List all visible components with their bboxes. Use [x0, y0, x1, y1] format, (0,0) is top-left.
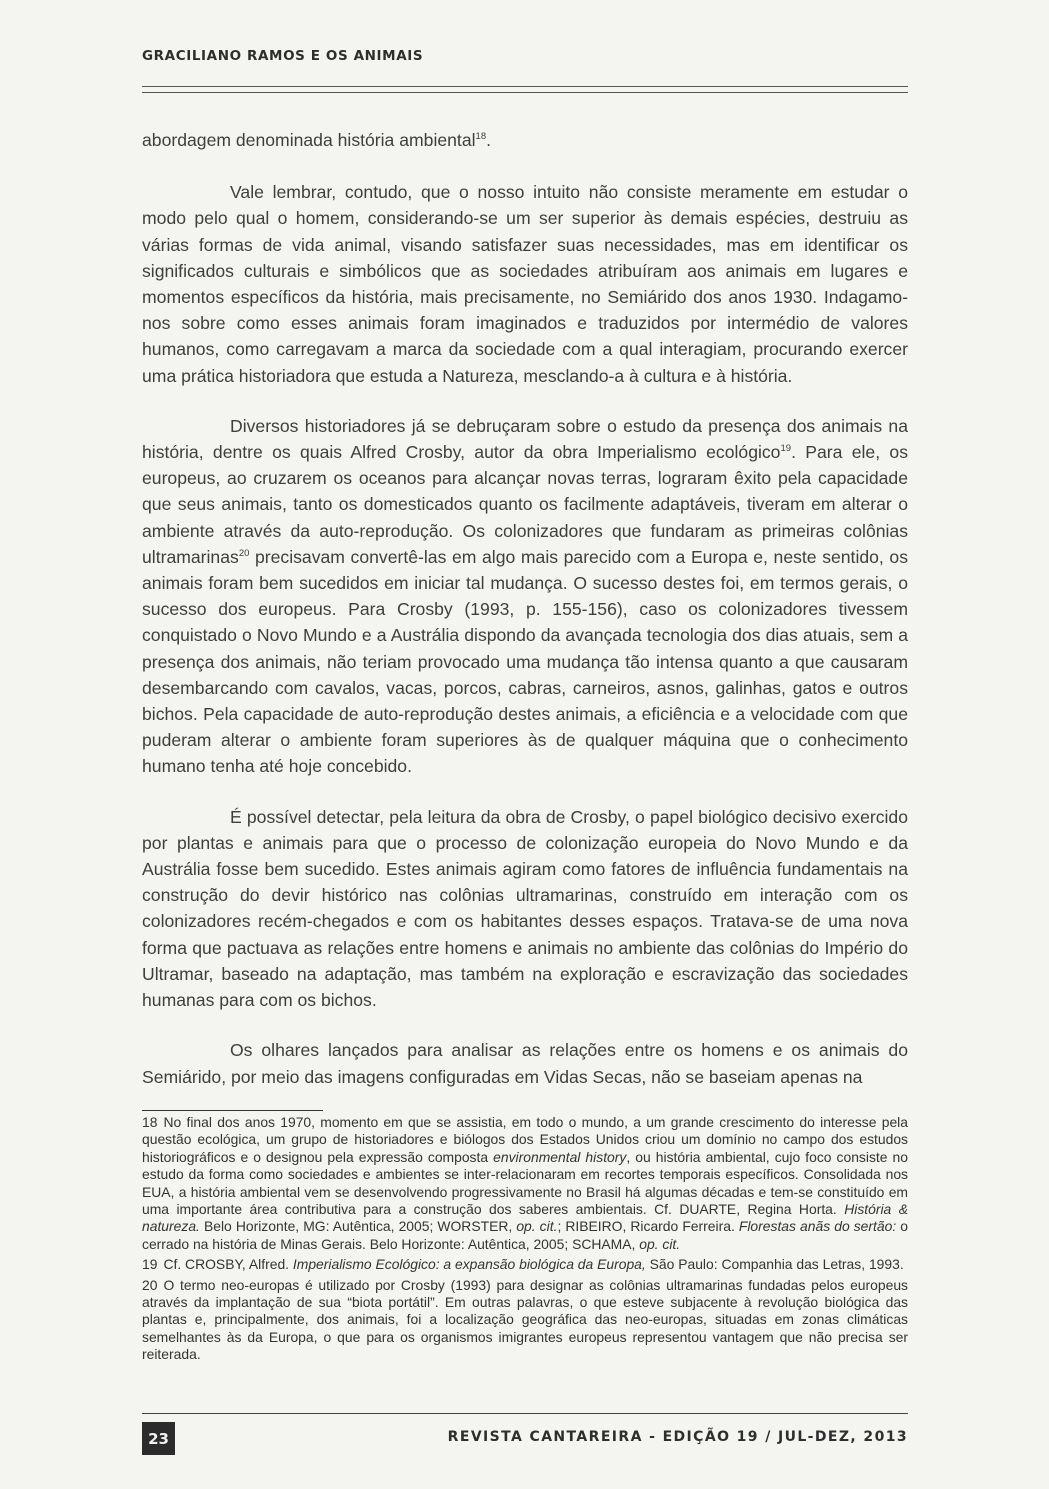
- paragraph-1: Vale lembrar, contudo, que o nosso intuito não consiste meramente em estudar o modo pelo qual o homem, considerando-se um ser superior às demais espécies, destruiu as várias formas de vida animal, visando satisfazer suas necessidades, mas em identificar os significados culturais e simbólicos que as sociedades atribuíram aos animais em lugares e momentos específicos da história, mais precisamente, no Semiárido dos anos 1930. Indagamo-nos sobre como esses animais foram imaginados e traduzidos por intermédio de valores humanos, como carregavam a marca da sociedade com a qual interagiam, procurando exercer uma prática historiadora que estuda a Natureza, mesclando-a à cultura e à história.: [142, 182, 908, 386]
- footnote-ref-19[interactable]: 19: [780, 443, 792, 455]
- footnote-ref-18[interactable]: 18: [475, 131, 487, 143]
- paragraph-2: Diversos historiadores já se debruçaram sobre o estudo da presença dos animais na história, dentre os quais Alfred Crosby, autor da obra Imperialismo ecológico$^{19}$. Para ele, os europeus, ao cruzarem os oceanos para alcançar novas terras, lograram êxito pela capacidade que seus animais, tanto os domesticados quanto os facilmente adaptáveis, tiveram em alterar o ambiente através da auto-reprodução. Os colonizadores que fundaram as primeiras colônias ultramarinas$^{20}$ precisavam convertê-las em algo mais parecido com a Europa e, neste sentido, os animais foram bem sucedidos em iniciar tal mudança. O sucesso destes foi, em termos gerais, o sucesso dos europeus. Para Crosby (1993, p. 155-156), caso os colonizadores tivessem conquistado o Novo Mundo e a Austrália dispondo da avançada tecnologia dos dias atuais, sem a presença dos animais, não teriam provocado uma mudança tão intensa quanto a que causaram desembarcando com cavalos, vacas, porcos, cabras, carneiros, asnos, galinhas, gatos e outros bichos. Pela capacidade de auto-reprodução destes animais, a eficiência e a velocidade com que puderam alterar o ambiente foram superiores às de qualquer máquina que o conhecimento humano tenha até hoje concebido.: [142, 415, 908, 777]
- footer-rule: [142, 1413, 908, 1414]
- document-page: [142, 0, 908, 1489]
- page-number: 23: [142, 1422, 175, 1455]
- footnote-20: 20 O termo neo-europas é utilizado por Crosby (1993) para designar as colônias ultramarinas fundadas pelos europeus através da implantação de sua “biota portátil”. Em outras palavras, o que esteve subjacente à revolução biológica das plantas e, principalmente, dos animais, foi a localização geográfica das neo-europas, situadas em zonas climáticas semelhantes às da Europa, o que para os organismos imigrantes europeus representou vantagem que não precisa ser reiterada.: [142, 1276, 908, 1363]
- journal-title: REVISTA CANTAREIRA - EDIÇÃO 19 / JUL-DEZ, 2013: [447, 1429, 908, 1445]
- header-double-rule: [142, 86, 908, 93]
- paragraph-4: Os olhares lançados para analisar as relações entre os homens e os animais do Semiárido, por meio das imagens configuradas em Vidas Secas, não se baseiam apenas na: [142, 1040, 908, 1087]
- footnote-19: 19 Cf. CROSBY, Alfred. Imperialismo Ecológico: a expansão biológica da Europa, São Paulo: Companhia das Letras, 1993.: [142, 1256, 904, 1273]
- footnote-separator: [142, 1110, 323, 1111]
- paragraph-3: É possível detectar, pela leitura da obra de Crosby, o papel biológico decisivo exercido por plantas e animais para que o processo de colonização europeia do Novo Mundo e da Austrália fosse bem sucedido. Estes animais agiram como fatores de influência fundamentais na construção do devir histórico nas colônias ultramarinas, construído em interação com os colonizadores recém-chegados e com os habitantes desses espaços. Tratava-se de uma nova forma que pactuava as relações entre homens e animais no ambiente das colônias do Império do Ultramar, baseado na adaptação, mas também na exploração e escravização das sociedades humanas para com os bichos.: [142, 806, 908, 1011]
- paragraph-0: abordagem denominada história ambiental$^{18}$.: [142, 130, 491, 150]
- footnote-ref-20[interactable]: 20: [238, 547, 250, 559]
- running-title: GRACILIANO RAMOS E OS ANIMAIS: [142, 48, 424, 64]
- footnotes: [142, 1114, 908, 1365]
- body-text: [142, 127, 908, 1114]
- footnote-18: 18 No final dos anos 1970, momento em que se assistia, em todo o mundo, a um grande crescimento do interesse pela questão ecológica, um grupo de historiadores e biólogos dos Estados Unidos criou um domínio no campo dos estudos historiográficos e o designou pela expressão composta environmental history, ou história ambiental, cujo foco consiste no estudo da forma como sociedades e ambientes se inter-relacionaram em recortes temporais específicos. Consolidada nos EUA, a história ambiental vem se desenvolvendo progressivamente no Brasil há algumas décadas e tem-se constituído em uma importante área contributiva para a construção dos saberes ambientais. Cf. DUARTE, Regina Horta. História & natureza. Belo Horizonte, MG: Autêntica, 2005; WORSTER, op. cit.; RIBEIRO, Ricardo Ferreira. Florestas anãs do sertão: o cerrado na história de Minas Gerais. Belo Horizonte: Autêntica, 2005; SCHAMA, op. cit.: [142, 1114, 908, 1252]
